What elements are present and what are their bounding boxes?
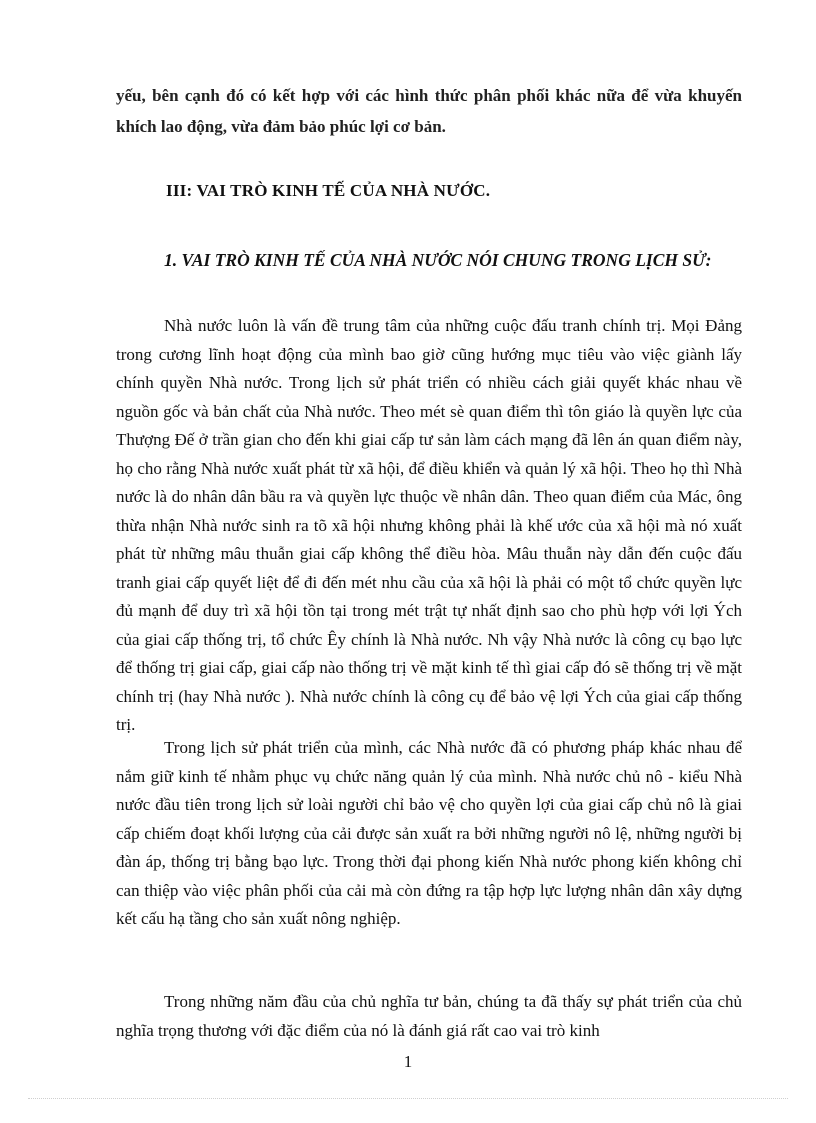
- body-paragraph: Trong những năm đầu của chủ nghĩa tư bản, chúng ta đã thấy sự phát triển của chủ nghĩa trọng thương với đặc điểm của nó là đánh giá rất cao vai trò kinh: [116, 992, 742, 1040]
- subsection-heading: 1. VAI TRÒ KINH TẾ CỦA NHÀ NƯỚC NÓI CHUNG TRONG LỊCH SỬ:: [164, 250, 712, 270]
- body-paragraph: Nhà nước luôn là vấn đề trung tâm của những cuộc đấu tranh chính trị. Mọi Đảng trong cương lĩnh hoạt động của mình bao giờ cũng hướng mục tiêu vào việc giành lấy chính quyền Nhà nước. Trong lịch sử phát triển có nhiều cách giải quyết khác nhau về nguồn gốc và bản chất của Nhà nước. Theo mét sè quan điểm thì tôn giáo là quyền lực của Thượng Đế ở trần gian cho đến khi giai cấp tư sản làm cách mạng đã lên án quan điểm này, họ cho rằng Nhà nước xuất phát từ xã hội, để điều khiển và quản lý xã hội. Theo họ thì Nhà nước là do nhân dân bầu ra và quyền lực thuộc về nhân dân. Theo quan điểm của Mác, ông thừa nhận Nhà nước sinh ra tõ xã hội nhưng không phải là khế ước của xã hội mà nó xuất phát từ những mâu thuẫn giai cấp không thể điều hòa. Mâu thuẫn này dẫn đến cuộc đấu tranh giai cấp quyết liệt để đi đến mét nhu cầu của xã hội là phải có một tổ chức quyền lực đủ mạnh để duy trì xã hội tồn tại trong mét trật tự nhất định sao cho phù hợp với lợi Ých của giai cấp thống trị, tổ chức Êy chính là Nhà nước. Nh vậy Nhà nước là công cụ bạo lực để thống trị giai cấp, giai cấp nào thống trị về mặt kinh tế thì giai cấp đó sẽ thống trị về mặt chính trị (hay Nhà nước ). Nhà nước chính là công cụ để bảo vệ lợi Ých của giai cấp thống trị.: [116, 316, 742, 734]
- page-number: 1: [403, 1052, 413, 1071]
- intro-paragraph: yếu, bên cạnh đó có kết hợp với các hình thức phân phối khác nữa để vừa khuyến khích lao động, vừa đảm bảo phúc lợi cơ bản.: [116, 86, 742, 136]
- body-paragraph: Trong lịch sử phát triển của mình, các Nhà nước đã có phương pháp khác nhau để nắm giữ kinh tế nhằm phục vụ chức năng quản lý của mình. Nhà nước chủ nô - kiểu Nhà nước đầu tiên trong lịch sử loài người chỉ bảo vệ cho quyền lợi của giai cấp chủ nô là giai cấp chiếm đoạt khối lượng của cải được sản xuất ra bởi những người nô lệ, những người bị đàn áp, thống trị bằng bạo lực. Trong thời đại phong kiến Nhà nước phong kiến không chỉ can thiệp vào việc phân phối của cải mà còn đứng ra tập hợp lực lượng nhân dân xây dựng kết cấu hạ tầng cho sản xuất nông nghiệp.: [116, 738, 742, 928]
- page-footer-divider: [28, 1098, 788, 1099]
- section-heading: III: VAI TRÒ KINH TẾ CỦA NHÀ NƯỚC.: [166, 181, 491, 200]
